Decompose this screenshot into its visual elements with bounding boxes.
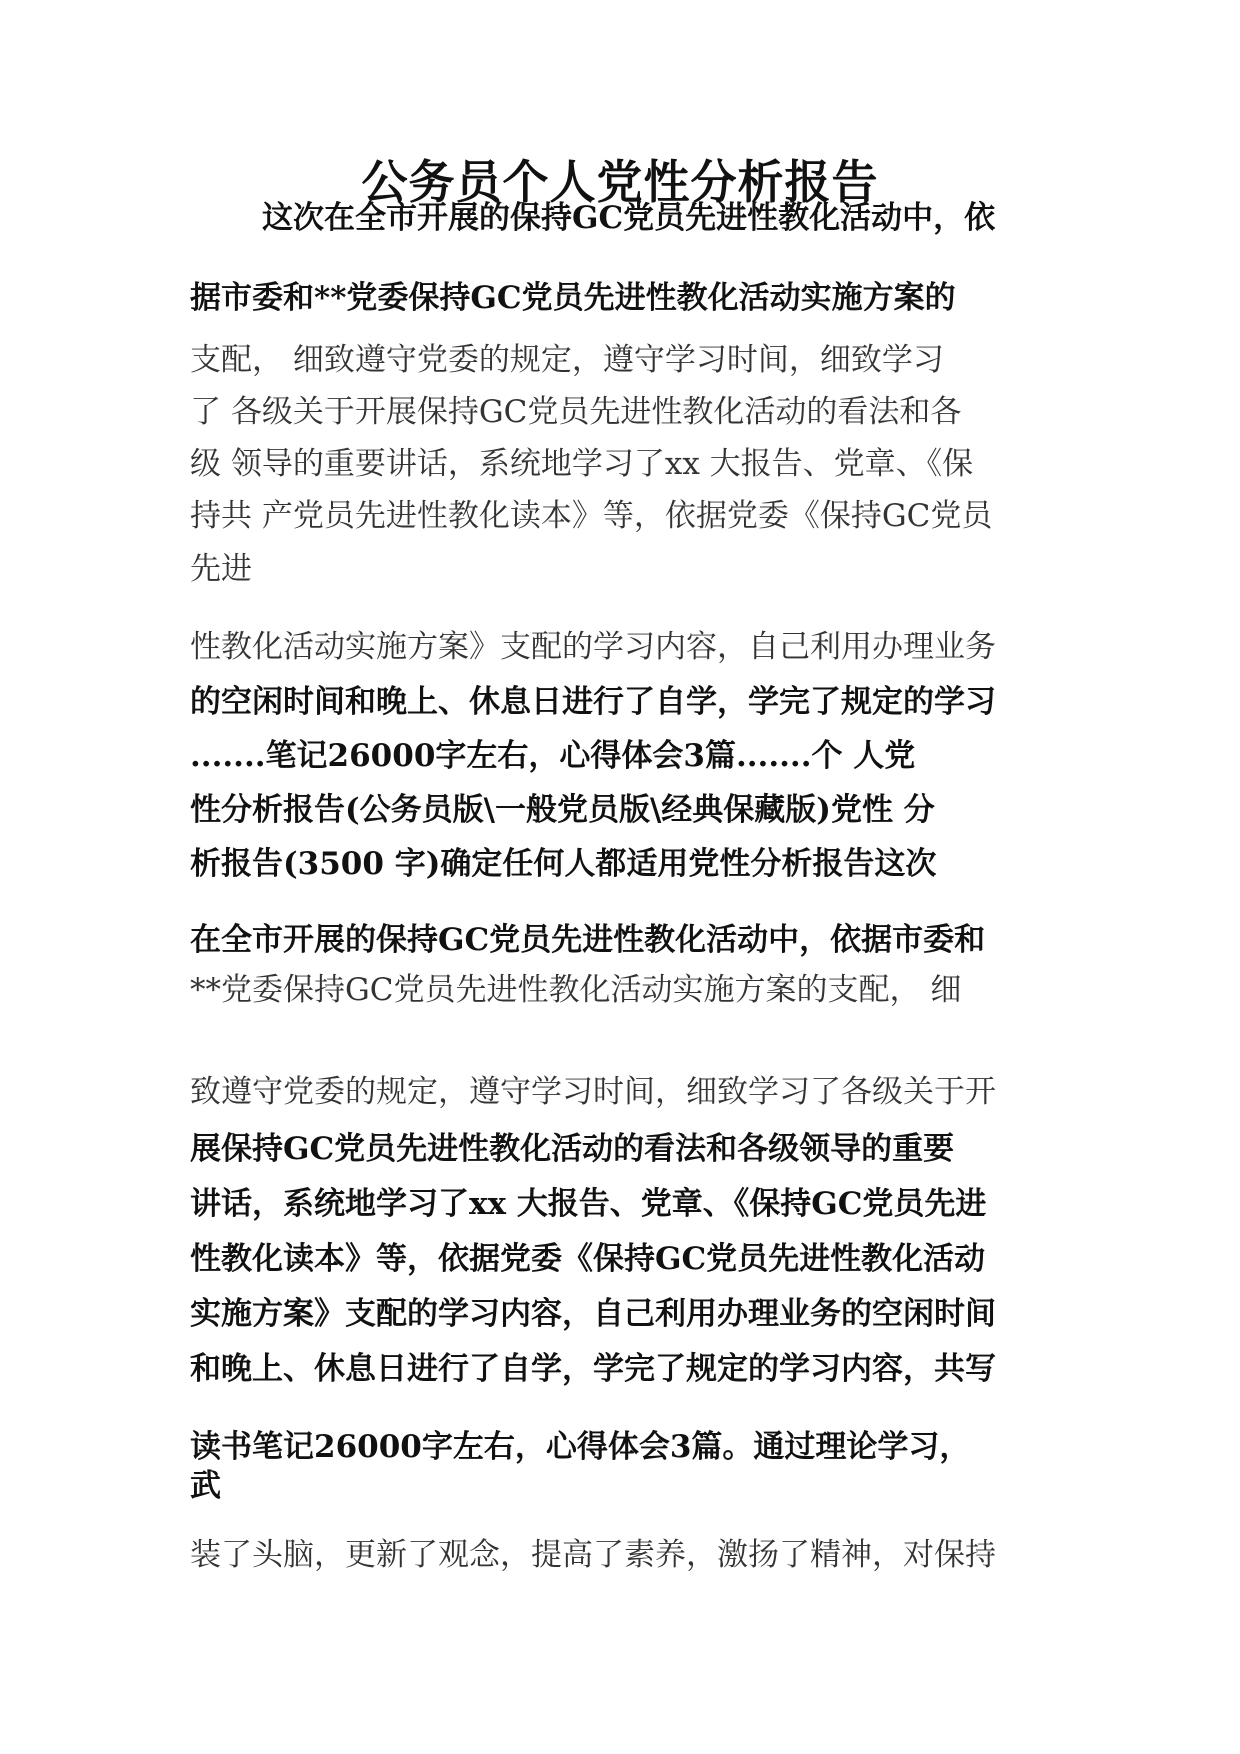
text-line-2: 据市委和**党委保持GC党员先进性教化活动实施方案的 [190,280,956,316]
text-line-12: 析报告(3500 字)确定任何人都适用党性分析报告这次 [190,846,937,882]
text-line-5: 级 领导的重要讲话，系统地学习了xx 大报告、党章、《保 [190,446,974,482]
text-line-17: 讲话，系统地学习了xx 大报告、党章、《保持GC党员先进 [190,1186,987,1222]
text-line-11: 性分析报告(公务员版\一般党员版\经典保藏版)党性 分 [190,792,935,828]
text-line-13: 在全市开展的保持GC党员先进性教化活动中，依据市委和 [190,922,986,958]
document-title: 公务员个人党性分析报告 [361,155,879,209]
text-line-1: 这次在全市开展的保持GC党员先进性教化活动中，依 [262,200,996,236]
text-line-15: 致遵守党委的规定，遵守学习时间，细致学习了各级关于开 [190,1074,996,1110]
text-line-6: 持共 产党员先进性教化读本》等，依据党委《保持GC党员 [190,498,993,534]
text-line-7: 先进 [190,551,252,587]
text-line-16: 展保持GC党员先进性教化活动的看法和各级领导的重要 [190,1131,955,1167]
text-line-19: 实施方案》支配的学习内容，自己利用办理业务的空闲时间 [190,1296,996,1332]
text-line-14: **党委保持GC党员先进性教化活动实施方案的支配， 细 [190,972,962,1008]
text-line-21: 读书笔记26000字左右，心得体会3篇。通过理论学习， [190,1429,971,1465]
text-line-4: 了 各级关于开展保持GC党员先进性教化活动的看法和各 [190,394,962,430]
text-line-22: 武 [190,1468,221,1504]
text-line-9: 的空闲时间和晚上、休息日进行了自学，学完了规定的学习 [190,684,996,720]
text-line-23: 装了头脑，更新了观念，提高了素养，激扬了精神，对保持 [190,1537,996,1573]
text-line-10: .......笔记26000字左右，心得体会3篇.......个 人党 [190,738,916,774]
text-line-20: 和晚上、休息日进行了自学，学完了规定的学习内容，共写 [190,1351,996,1387]
text-line-18: 性教化读本》等，依据党委《保持GC党员先进性教化活动 [190,1241,986,1277]
text-line-8: 性教化活动实施方案》支配的学习内容，自己利用办理业务 [190,629,996,665]
text-line-3: 支配， 细致遵守党委的规定，遵守学习时间，细致学习 [190,342,944,378]
